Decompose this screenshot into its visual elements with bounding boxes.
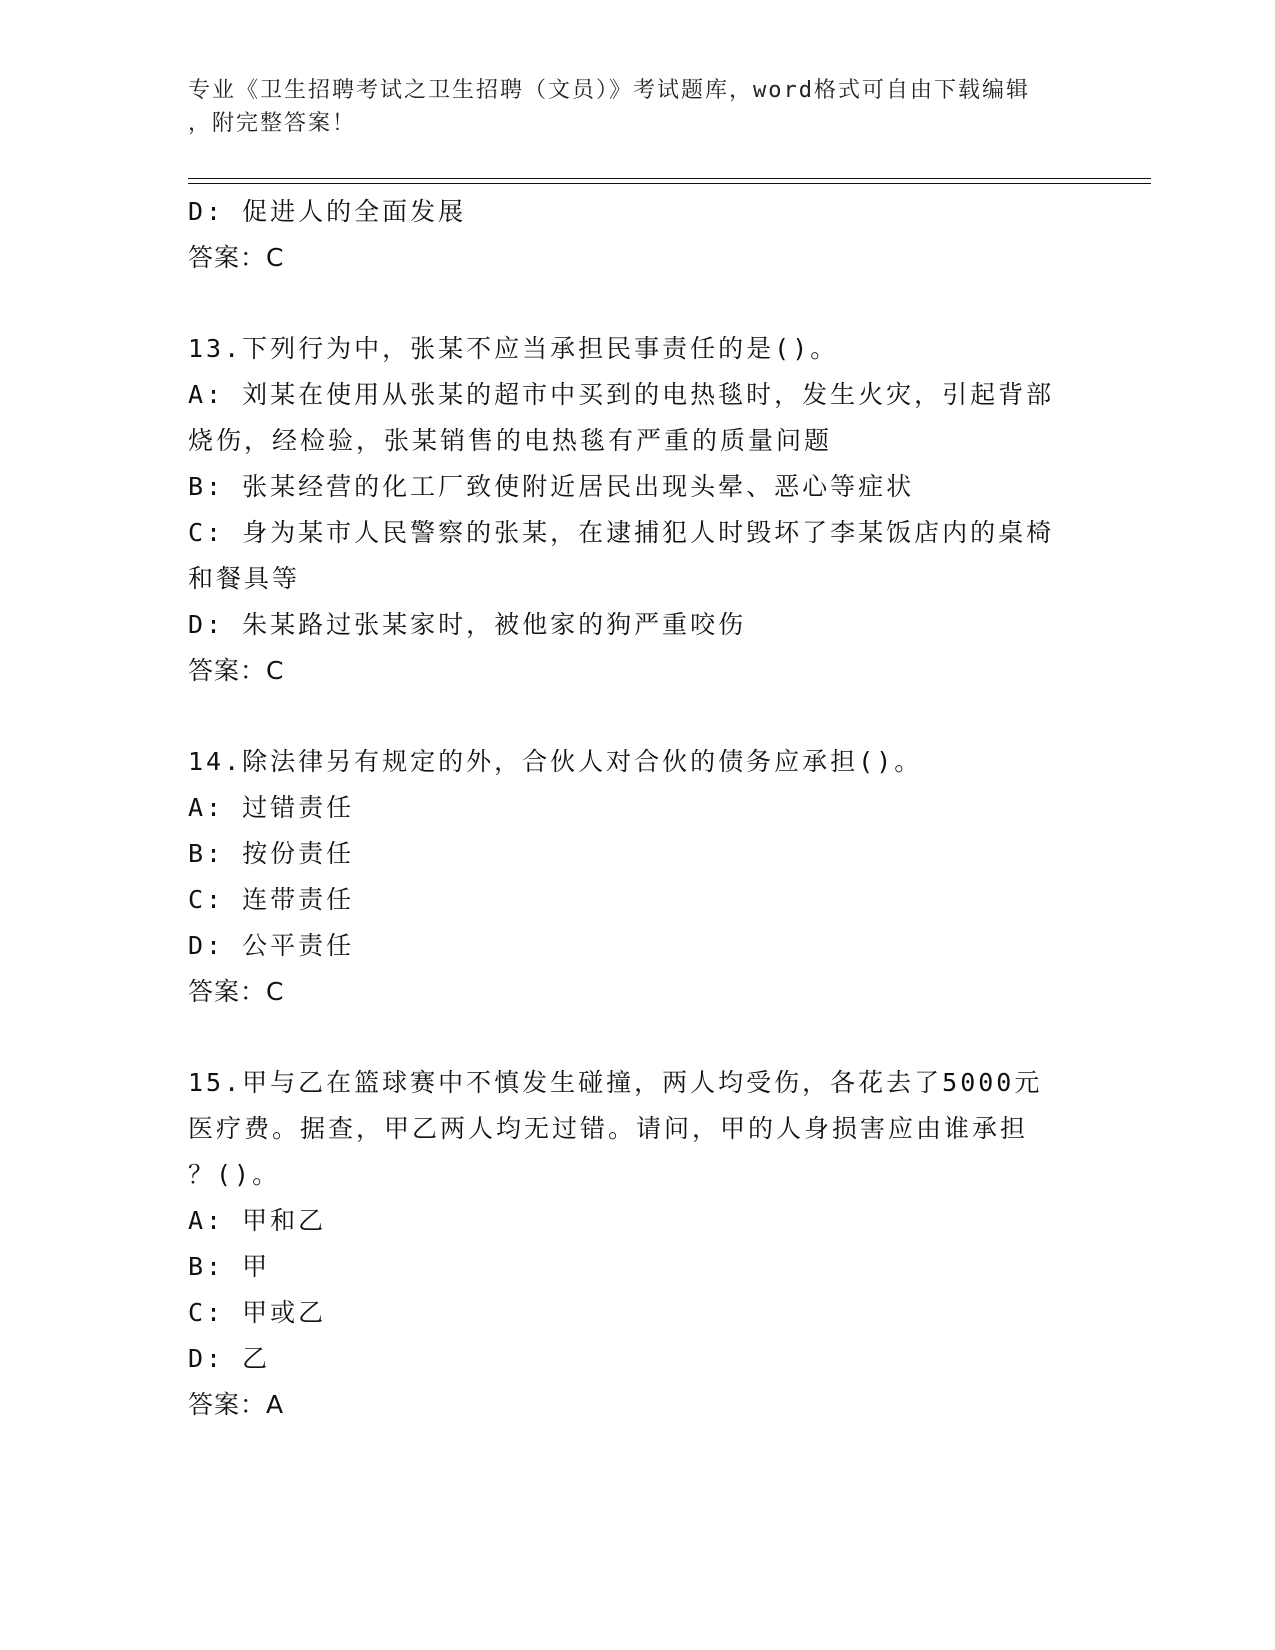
header-line-1: 专业《卫生招聘考试之卫生招聘（文员）》考试题库，word格式可自由下载编辑 (188, 78, 1030, 103)
option-c: C: 连带责任 (188, 885, 355, 914)
option-c-line-2: 和餐具等 (188, 564, 301, 593)
answer: 答案：C (188, 243, 285, 272)
option-d: D: 促进人的全面发展 (188, 197, 467, 226)
option-d: D: 公平责任 (188, 931, 355, 960)
question-stem: 13.下列行为中，张某不应当承担民事责任的是()。 (188, 334, 839, 363)
option-a-line-2: 烧伤，经检验，张某销售的电热毯有严重的质量问题 (188, 426, 833, 455)
previous-question-tail (188, 189, 1088, 281)
spacer (188, 694, 1088, 739)
option-a: A: 甲和乙 (188, 1206, 327, 1235)
option-b: B: 张某经营的化工厂致使附近居民出现头晕、恶心等症状 (188, 472, 915, 501)
answer: 答案：C (188, 656, 285, 685)
question-stem-line-1: 15.甲与乙在篮球赛中不慎发生碰撞，两人均受伤，各花去了5000元 (188, 1068, 1043, 1097)
option-b: B: 甲 (188, 1252, 271, 1281)
question-stem: 14.除法律另有规定的外，合伙人对合伙的债务应承担()。 (188, 747, 923, 776)
question-15 (188, 1060, 1088, 1428)
spacer (188, 1015, 1088, 1060)
option-d: D: 乙 (188, 1344, 271, 1373)
option-c-line-1: C: 身为某市人民警察的张某，在逮捕犯人时毁坏了李某饭店内的桌椅 (188, 518, 1055, 547)
document-header (188, 74, 1068, 140)
header-divider-bottom (188, 183, 1151, 184)
question-list (188, 189, 1088, 1428)
spacer (188, 281, 1088, 326)
option-a-line-1: A: 刘某在使用从张某的超市中买到的电热毯时，发生火灾，引起背部 (188, 380, 1055, 409)
question-14 (188, 739, 1088, 1015)
option-d: D: 朱某路过张某家时，被他家的狗严重咬伤 (188, 610, 747, 639)
answer: 答案：C (188, 977, 285, 1006)
question-13 (188, 326, 1088, 694)
option-b: B: 按份责任 (188, 839, 355, 868)
header-divider-top (188, 178, 1151, 179)
header-line-2: ，附完整答案！ (188, 111, 357, 136)
option-a: A: 过错责任 (188, 793, 355, 822)
answer: 答案：A (188, 1390, 285, 1419)
question-stem-line-3: ？()。 (188, 1160, 281, 1189)
question-stem-line-2: 医疗费。据查，甲乙两人均无过错。请问，甲的人身损害应由谁承担 (188, 1114, 1029, 1143)
option-c: C: 甲或乙 (188, 1298, 327, 1327)
